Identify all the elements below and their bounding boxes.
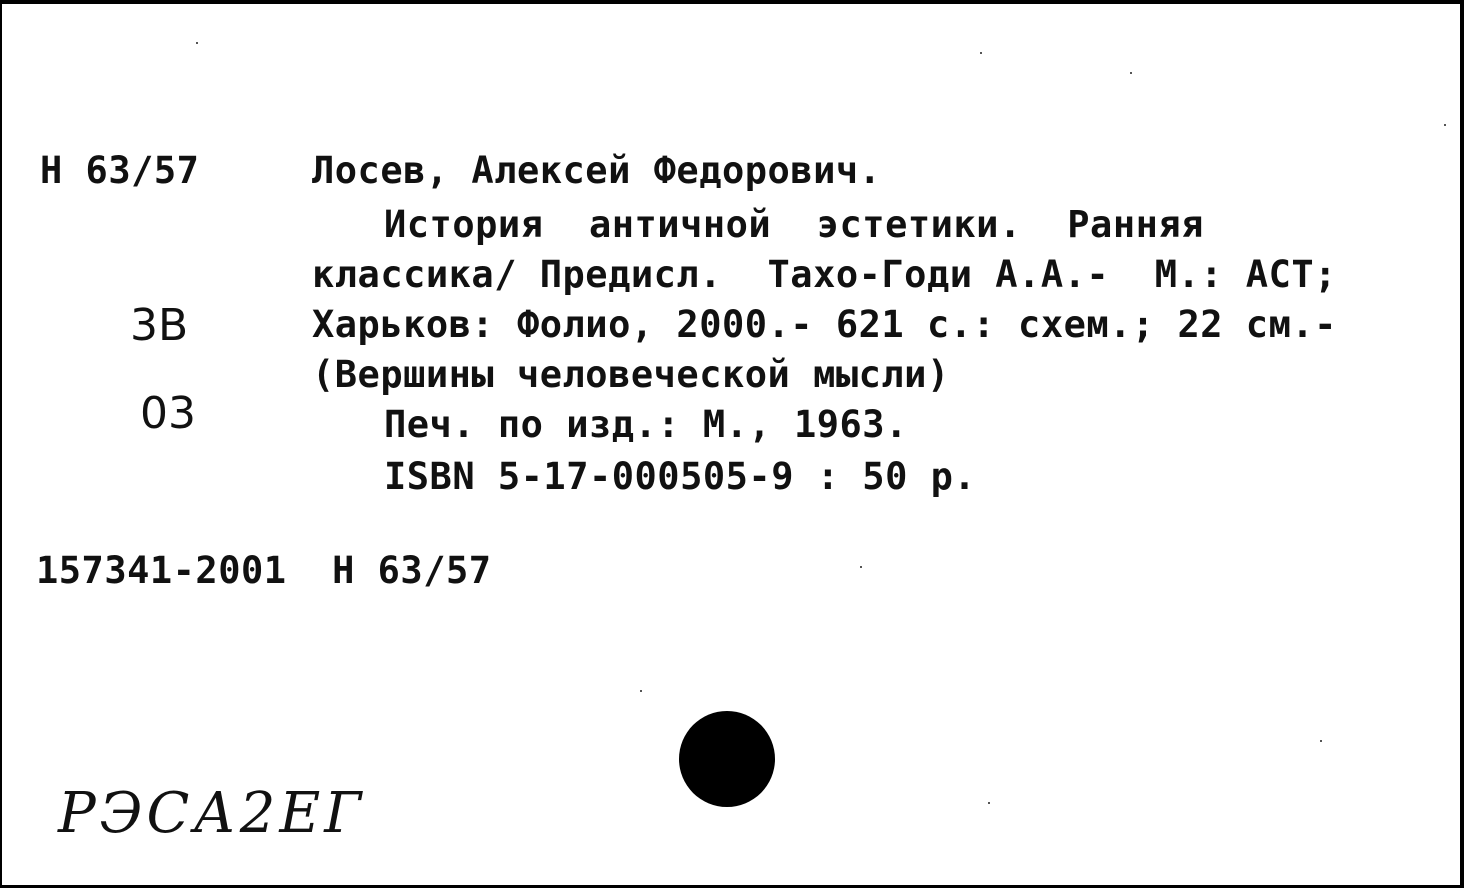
reprint-note: Печ. по изд.: М., 1963. [384,403,908,446]
card-border-right [1460,0,1464,888]
card-border-top [0,0,1464,4]
handwritten-code: РЭСА2ЕГ [58,781,366,846]
card-border-left [0,0,2,888]
scan-speck [196,42,198,44]
handwritten-class-mark-1: 3В [130,300,189,351]
scan-speck [1444,124,1446,126]
scan-speck [1130,72,1132,74]
handwritten-class-mark-2: 03 [140,388,196,439]
author-heading: Лосев, Алексей Федорович. [312,149,882,192]
scan-speck [640,690,642,692]
call-number: Н 63/57 [40,149,200,192]
title-line-2: классика/ Предисл. Тахо-Годи А.А.- М.: АСТ; [312,253,1337,296]
accession-number: 157341-2001 Н 63/57 [36,549,492,592]
scan-speck [860,566,862,568]
series-line: (Вершины человеческой мысли) [312,353,950,396]
imprint-line: Харьков: Фолио, 2000.- 621 с.: схем.; 22 см.- [312,303,1337,346]
isbn-price: ISBN 5-17-000505-9 : 50 р. [384,455,977,498]
scan-speck [980,52,982,54]
scan-speck [988,802,990,804]
scan-speck [1320,740,1322,742]
title-line-1: История античной эстетики. Ранняя [384,203,1204,246]
punch-hole [679,711,775,807]
